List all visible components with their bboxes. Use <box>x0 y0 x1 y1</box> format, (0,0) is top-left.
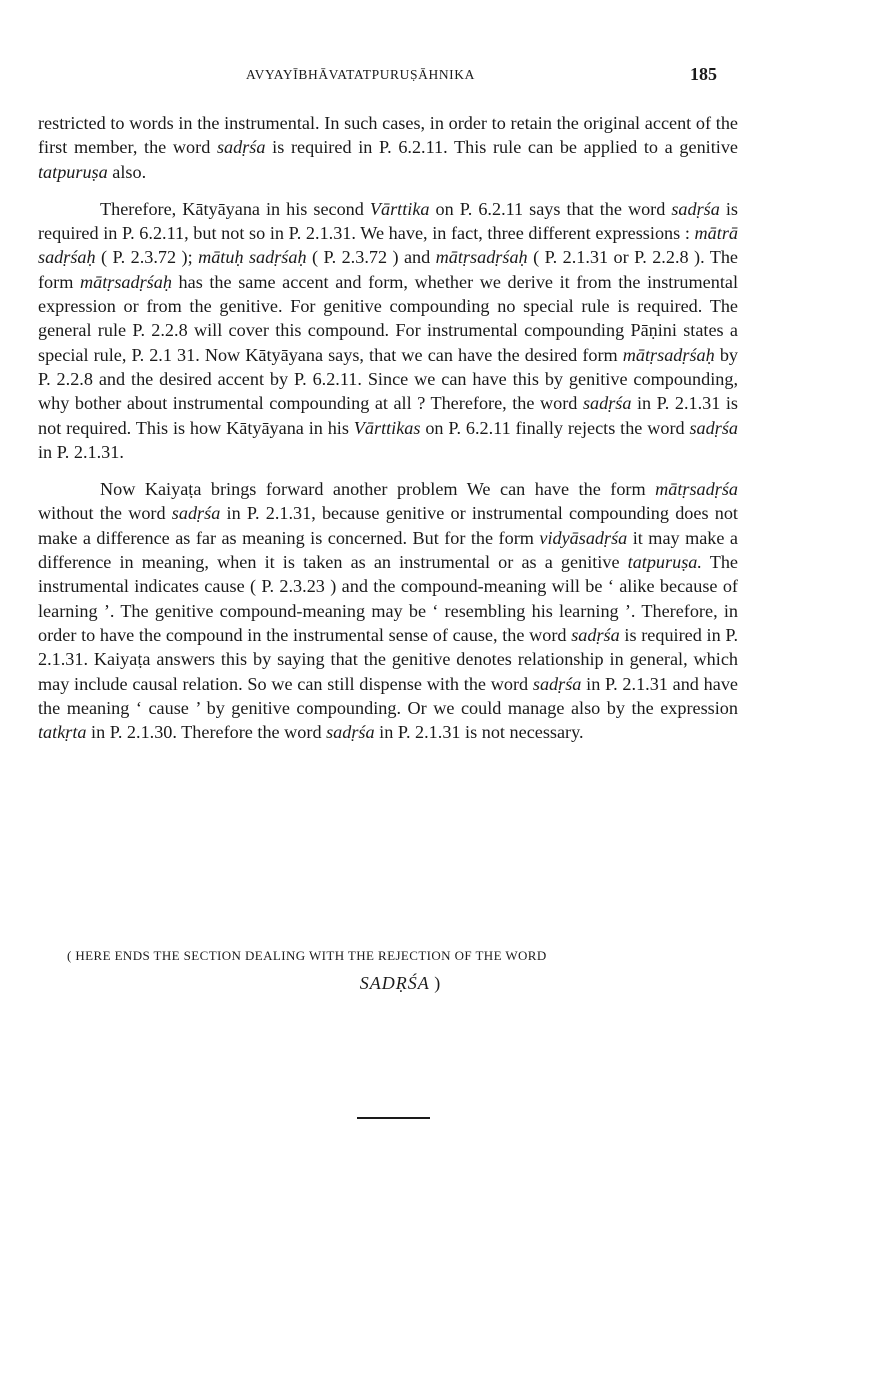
text-run: on P. 6.2.11 finally rejects the word <box>420 417 690 438</box>
text-run: also. <box>107 161 147 182</box>
italic-term: mātuḥ sadṛśaḥ <box>198 247 307 268</box>
italic-term: sadṛśa <box>326 722 375 743</box>
italic-term: tatkṛta <box>38 722 87 743</box>
text-run: Now Kaiyaṭa brings forward another problem We can have the form <box>100 479 656 500</box>
text-run: in P. 2.1.31 is not required. This is how Kātyāyana in his <box>38 393 738 438</box>
italic-term: sadṛśa <box>571 624 620 645</box>
text-run: ( P. 2.3.72 ); <box>95 247 199 268</box>
italic-term: mātṛsadṛśa <box>655 479 738 500</box>
italic-term: sadṛśa <box>171 503 221 524</box>
italic-term: mātṛsadṛśaḥ <box>622 344 715 365</box>
italic-term: mātrā sadṛśaḥ <box>38 223 738 268</box>
text-run: restricted to words in the instrumental. In such cases, in order to retain the original accent of the first member, the word <box>38 113 738 158</box>
italic-term: Vārttikas <box>353 417 421 438</box>
text-run: in P. 2.1.31. <box>38 441 124 462</box>
text-run: in P. 2.1.31, because genitive or instrumental compounding does not make a difference as far as meaning is concerned. But for the form <box>38 503 738 548</box>
running-header <box>0 64 894 88</box>
body-text <box>38 111 738 744</box>
italic-term: sadṛśa <box>532 673 582 694</box>
text-run: ( P. 2.3.72 ) and <box>306 247 436 268</box>
text-run: is required in P. 2.1.31. Kaiyaṭa answers this by saying that the genitive denotes relationship in general, which may include causal relation. So we can still dispense with the word <box>38 624 738 694</box>
text-run: by P. 2.2.8 and the desired accent by P. 6.2.11. Since we can have this by genitive compounding, why bother about instrumental compounding at all ? Therefore, the word <box>38 344 739 414</box>
italic-term: vidyāsadṛśa <box>539 527 628 548</box>
text-run: on P. 6.2.11 says that the word <box>429 198 672 219</box>
running-title: AVYAYĪBHĀVATATPURUṢĀHNIKA <box>246 67 475 82</box>
section-end-word-line <box>60 973 740 994</box>
italic-term: sadṛśa <box>689 417 738 438</box>
text-run: is required in P. 6.2.11, but not so in P. 2.1.31. We have, in fact, three different expressions : <box>38 198 738 244</box>
italic-term: mātṛsadṛśaḥ <box>435 247 528 268</box>
paragraph <box>38 477 738 744</box>
text-run: has the same accent and form, whether we derive it from the instrumental expression or from the genitive. For genitive compounding no special rule is required. The general rule P. 2.2.8 will cover this compound. For instrumental compounding Pāṇini states a special rule, P. 2.1 31. Now Kātyāyana says, that we can have the desired form <box>38 271 738 365</box>
section-end-close: ) <box>429 973 441 993</box>
italic-term: sadṛśa <box>216 137 266 158</box>
text-run: is required in P. 6.2.11. This rule can be applied to a genitive <box>265 137 738 158</box>
section-end-word: SADṚŚA <box>359 973 430 993</box>
italic-term: sadṛśa <box>671 198 720 219</box>
italic-term: mātṛsadṛśaḥ <box>79 271 172 292</box>
text-run: The instrumental indicates cause ( P. 2.3.23 ) and the compound-meaning will be ‘ alike because of learning ’. The genitive compound-meaning may be ‘ resembling his learning ’. Therefore, in order to have the compound in the instrumental sense of cause, the word <box>38 552 738 645</box>
text-run: it may make a difference in meaning, when it is taken as an instrumental or as a genitive <box>38 527 738 573</box>
text-run: in P. 2.1.30. Therefore the word <box>86 722 327 743</box>
text-run: in P. 2.1.31 and have the meaning ‘ cause ’ by genitive compounding. Or we could manage also by the expression <box>38 673 738 718</box>
text-run: Therefore, Kātyāyana in his second <box>100 198 370 219</box>
end-rule <box>357 1117 430 1119</box>
italic-term: sadṛśa <box>582 393 632 414</box>
italic-term: tatpuruṣa <box>38 161 108 182</box>
paragraph <box>38 111 738 184</box>
text-run: ( P. 2.1.31 or P. 2.2.8 ). The form <box>38 247 738 292</box>
paragraph <box>38 197 738 464</box>
section-end-line: ( HERE ENDS THE SECTION DEALING WITH THE REJECTION OF THE WORD <box>67 948 547 963</box>
text-run: in P. 2.1.31 is not necessary. <box>374 722 584 743</box>
page-number: 185 <box>690 64 717 84</box>
text-run: without the word <box>38 503 172 524</box>
italic-term: Vārttika <box>369 198 430 219</box>
section-end-note <box>60 948 740 994</box>
italic-term: tatpuruṣa. <box>627 552 702 573</box>
